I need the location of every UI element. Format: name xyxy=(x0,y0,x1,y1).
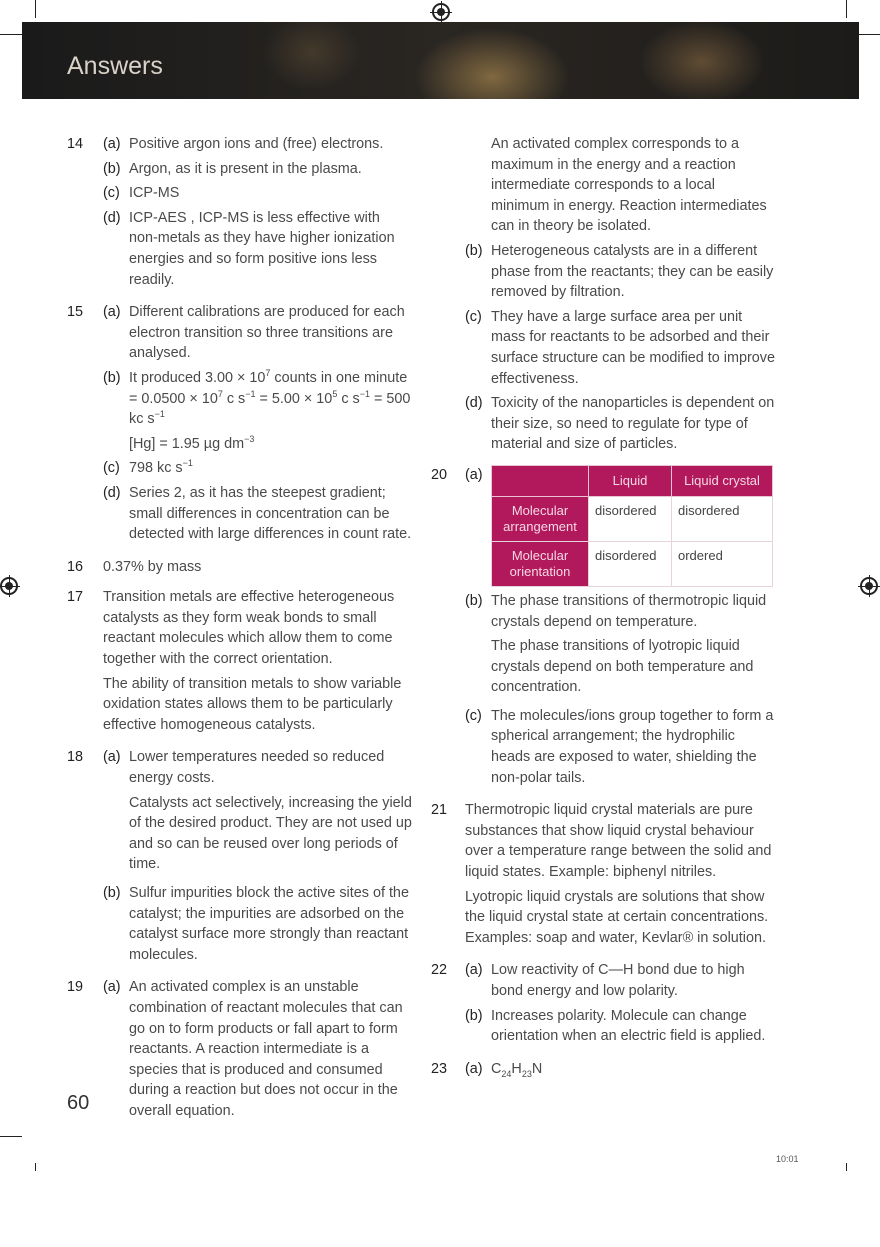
question-20 xyxy=(431,465,777,792)
part-label: (a) xyxy=(103,136,121,152)
crop-mark xyxy=(35,0,36,18)
part-text: The molecules/ions group together to form a spherical arrangement; the hydrophilic heads are exposed to water, shielding the non-polar tails. xyxy=(491,707,774,786)
answer-paragraph: Thermotropic liquid crystal materials are pure substances that show liquid crystal behaviour over a temperature range between the solid and liquid states. Example: biphenyl nitriles. xyxy=(465,802,772,881)
answer-part xyxy=(103,368,412,454)
formula: $C_{24}H_{23}N$ xyxy=(491,1060,543,1079)
table-cell: disordered xyxy=(672,496,773,541)
question-21 xyxy=(431,800,777,952)
question-number: 18 xyxy=(67,749,84,766)
question-number: 15 xyxy=(67,304,84,321)
answer-paragraph: The ability of transition metals to show variable oxidation states allows them to be particularly effective homogeneous catalysts. xyxy=(103,675,402,733)
question-number: 16 xyxy=(67,558,84,575)
part-label: (a) xyxy=(103,304,121,321)
crop-mark xyxy=(846,1163,847,1171)
part-label: (a) xyxy=(103,749,121,766)
answer-part xyxy=(103,208,412,290)
table-cell: disordered xyxy=(589,541,672,586)
part-label: (c) xyxy=(465,707,482,724)
question-22 xyxy=(431,960,777,1050)
answer-part xyxy=(103,747,412,879)
answer-part xyxy=(465,960,777,1001)
part-text: It produced $3.00 \times 10^7$ counts in one minute = $0.0500 \times 10^7$ c $s^{-1} = 5.00 \times 10^5$ c $s^{-1} = 500$ kc $s^{-1}$ [Hg] = 1.95 µg $dm^{-3}$ xyxy=(129,368,411,452)
question-number: 21 xyxy=(431,802,448,819)
part-text: They have a large surface area per unit mass for reactants to be adsorbed and their surface structure can be modified to improve effectiveness. xyxy=(491,308,775,387)
question-number: 22 xyxy=(431,962,448,979)
answer-part xyxy=(103,302,412,364)
answer-part xyxy=(465,241,777,303)
table-corner xyxy=(492,465,589,496)
part-text: Low reactivity of C—H bond due to high bond energy and low polarity. xyxy=(491,962,745,999)
part-label: (a) xyxy=(465,466,483,483)
answer-part xyxy=(103,183,412,204)
answer-text: 0.37% by mass xyxy=(103,558,202,575)
part-text: The phase transitions of thermotropic liquid crystals depend on temperature. The phase transitions of lyotropic liquid crystals depend on both temperature and concentration. xyxy=(491,592,767,696)
answer-part xyxy=(103,883,412,965)
answer-part xyxy=(103,977,412,1121)
registration-mark-icon xyxy=(432,3,450,21)
question-number: 17 xyxy=(67,589,84,606)
table-cell: disordered xyxy=(589,496,672,541)
part-text: Sulfur impurities block the active sites of the catalyst; the impurities are adsorbed on the catalyst surface more strongly than reactant molecules. xyxy=(129,885,409,963)
part-label: (c) xyxy=(103,185,120,202)
footer-code: 10:01 xyxy=(776,1154,799,1164)
answer-paragraph: An activated complex corresponds to a maximum in the energy and a reaction intermediate corresponds to a local minimum in energy. Reaction intermediates can in theory be isolated. xyxy=(491,136,767,235)
right-column xyxy=(431,134,777,1083)
header-banner xyxy=(22,22,859,99)
part-text: ICP-MS xyxy=(129,185,180,202)
part-label: (b) xyxy=(465,592,483,609)
answer-part xyxy=(465,591,777,702)
part-label: (c) xyxy=(465,308,482,325)
answer-part xyxy=(465,307,777,389)
part-text: Different calibrations are produced for each electron transition so three transitions are analysed. xyxy=(129,304,405,362)
answer-part xyxy=(103,159,412,180)
part-label: (a) xyxy=(103,979,121,996)
part-label: (a) xyxy=(465,962,483,979)
liquid-crystal-table xyxy=(491,465,773,587)
question-number: 20 xyxy=(431,466,448,483)
question-number: 19 xyxy=(67,979,84,996)
part-label: (d) xyxy=(103,209,121,226)
crop-mark xyxy=(35,1163,36,1171)
page-number: 60 xyxy=(67,1092,90,1114)
part-text: 798 kc $s^{-1}$ xyxy=(129,458,193,477)
page-title: Answers xyxy=(67,52,163,80)
question-number: 14 xyxy=(67,136,84,152)
part-label: (b) xyxy=(465,1007,483,1024)
answer-part xyxy=(465,706,777,788)
registration-mark-icon xyxy=(0,577,18,595)
part-text: Argon, as it is present in the plasma. xyxy=(129,160,362,177)
question-18 xyxy=(67,747,412,969)
crop-mark xyxy=(0,1136,22,1137)
part-text: Series 2, as it has the steepest gradient; small differences in concentration can be detected with large differences in count rate. xyxy=(129,484,412,543)
table-cell: ordered xyxy=(672,541,773,586)
table-header: Liquid crystal xyxy=(672,465,773,496)
part-label: (b) xyxy=(103,885,121,901)
answer-part xyxy=(465,393,777,455)
answer-part xyxy=(103,483,412,545)
part-label: (c) xyxy=(103,460,120,477)
part-text: ICP-AES , ICP-MS is less effective with non-metals as they have higher ionization energies and so form positive ions less readily. xyxy=(129,209,395,288)
question-16 xyxy=(67,557,412,578)
question-14 xyxy=(67,134,412,294)
table-header: Liquid xyxy=(589,465,672,496)
answer-part xyxy=(103,134,412,155)
part-text: Positive argon ions and (free) electrons. xyxy=(129,136,384,152)
question-19-continued xyxy=(431,134,777,237)
answer-part xyxy=(103,458,412,479)
table-row xyxy=(492,496,773,541)
question-19 xyxy=(67,977,412,1125)
part-text: Increases polarity. Molecule can change orientation when an electric field is applied. xyxy=(491,1007,766,1045)
answer-part xyxy=(465,465,777,587)
part-label: (b) xyxy=(103,369,121,386)
answer-paragraph: Transition metals are effective heterogeneous catalysts as they form weak bonds to small reactant molecules which allow them to come together with the correct orientation. xyxy=(103,589,395,668)
row-header: Molecular orientation xyxy=(492,541,589,586)
question-15 xyxy=(67,302,412,549)
part-label: (b) xyxy=(103,160,121,177)
crop-mark xyxy=(846,0,847,18)
registration-mark-icon xyxy=(860,577,878,595)
left-column xyxy=(67,134,412,1126)
answer-part xyxy=(465,1006,777,1047)
part-label: (b) xyxy=(465,242,483,259)
question-17 xyxy=(67,587,412,739)
part-text: An activated complex is an unstable combination of reactant molecules that can go on to form products or fall apart to form reactants. A reaction intermediate is a species that is produced and consumed during a reaction but does not occur in the overall equation. xyxy=(129,979,403,1119)
part-label: (d) xyxy=(103,484,121,501)
row-header: Molecular arrangement xyxy=(492,496,589,541)
part-text: Lower temperatures needed so reduced energy costs. Catalysts act selectively, increasing the yield of the desired product. They are not used up and so can be reused over long periods of time. xyxy=(129,749,412,873)
question-number: 23 xyxy=(431,1060,448,1077)
crop-mark xyxy=(0,34,22,35)
part-text: Toxicity of the nanoparticles is dependent on their size, so need to regulate for type of material and size of particles. xyxy=(491,395,775,453)
answer-part xyxy=(465,1059,777,1080)
part-label: (a) xyxy=(465,1060,483,1077)
question-23 xyxy=(431,1059,777,1084)
table-row xyxy=(492,541,773,586)
answer-paragraph: Lyotropic liquid crystals are solutions that show the liquid crystal state at certain concentrations. Examples: soap and water, Kevlar® in solution. xyxy=(465,888,769,946)
part-label: (d) xyxy=(465,395,483,412)
part-text: Heterogeneous catalysts are in a different phase from the reactants; they can be easily removed by filtration. xyxy=(491,242,774,301)
crop-mark xyxy=(858,34,880,35)
